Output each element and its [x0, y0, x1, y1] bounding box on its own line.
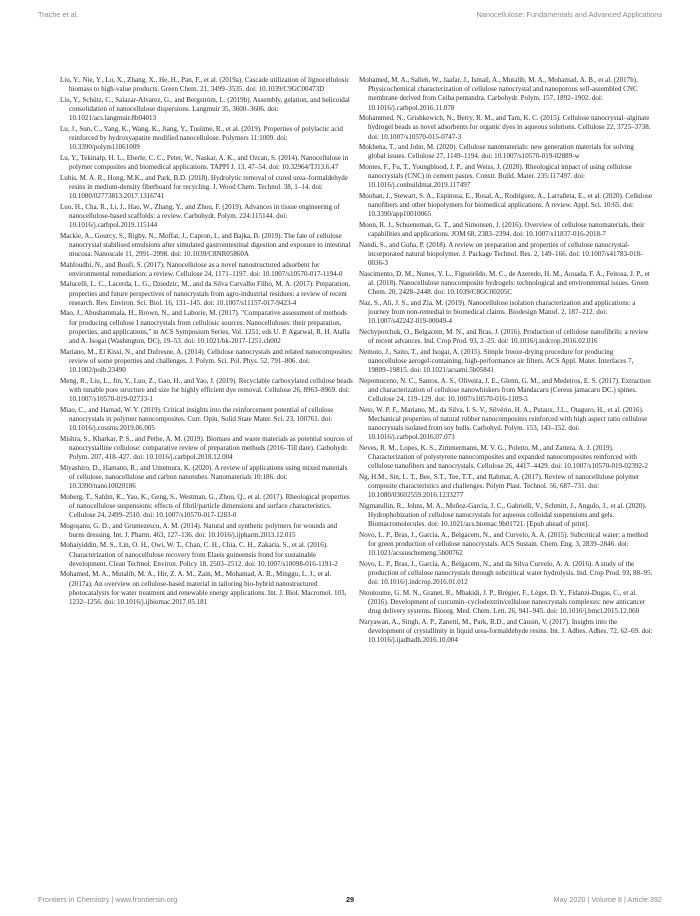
running-header: [38, 10, 662, 22]
page-number: 29: [345, 895, 355, 904]
reference-entry: Meng, R., Liu, L., Jin, Y., Luo, Z., Gao, H., and Yao, J. (2019). Recyclable carboxylated cellulose beads with tunable pore structure and size for highly efficient dye removal. Cellulose 26, 8963–8969. doi: 10.1007/s10570-019-02733-1: [60, 376, 353, 403]
reference-entry: Liu, Y., Schütz, C., Salazar-Alvarez, G., and Bergström, L. (2019b). Assembly, gelation, and helicoidal consolidation of nanocellulose dispersions. Langmuir 35, 3600–3606. doi: 10.1021/acs.langmuir.8b04013: [60, 95, 350, 123]
reference-entry: Neves, R. M., Lopes, K. S., Zimmermann, M. V. G., Poletto, M., and Zattera, A. J. (2019). Characterization of polystyrene nanocomposites and expanded nanocomposites reinforced with cellulose nanofibers and nanocrystals. Cellulose 26, 4417–4429. doi: 10.1007/s10570-019-02392-2: [359, 443, 648, 471]
reference-entry: Neto, W. P. F., Mariano, M., da Silva, I. S. V., Silvério, H. A., Putaux, J.L., Otaguro, H., et al. (2016). Mechanical properties of natural rubber nanocomposites reinforced with high aspect ratio cellulose nanocrystals isolated from soy hulls. Carbohyd. Polym. 153, 143–152. doi: 10.1016/j.carbpol.2016.07.073: [359, 405, 648, 442]
references-right-column: [359, 76, 653, 647]
reference-entry: Ng, H.M., Sin, L. T., Bee, S.T., Tee, T.T., and Rahmat, A. (2017). Review of nanocellulose polymer composite characteristics and challenges. Polym Plast. Technol. 56, 687–731. doi: 10.1080/03602559.2016.1233277: [359, 472, 640, 500]
reference-entry: Moon, R. J., Schueneman, G. T., and Simonsen, J. (2016). Overview of cellulose nanomaterials, their capabilities and applications. JOM 68, 2383–2394. doi: 10.1007/s11837-016-2018-7: [359, 221, 645, 239]
reference-entry: Nechyporchuk, O., Belgacem, M. N., and Bras, J. (2016). Production of cellulose nanofibrils: a review of recent advances. Ind. Crop Prod. 93, 2–25. doi: 10.1016/j.indcrop.2016.02.016: [359, 327, 649, 345]
reference-entry: Montes, F., Fu, T., Youngblood, J. P., and Weiss, J. (2020). Rheological impact of using cellulose nanocrystals (CNC) in cement pastes. Constr. Build. Mater. 235:117497. doi: 10.1016/j.conbuildmat.2019.117497: [359, 163, 632, 190]
reference-entry: Mohamed, M. A., Mutalib, M. A., Hir, Z. A. M., Zain, M., Mohamad, A. B., Minggu, L. J., et al. (2017a). An overview on cellulose-based material in tailoring bio-hybrid nanostructured photocatalysts for water treatment and renewable energy applications. Int. J. Biol. Macromol. 103, 1232–1256. doi: 10.1016/j.ijbiomac.2017.05.181: [60, 570, 347, 606]
footer-volume-info: May 2020 | Volume 8 | Article 392: [553, 895, 662, 904]
reference-entry: Miyashiro, D., Hamano, R., and Umemura, K. (2020). A review of applications using mixed materials of cellulose, nanocellulose and carbon nanotubes. Nanomaterials 10:186. doi: 10.3390/nano10020186: [60, 463, 348, 490]
reference-entry: Liu, Y., Nie, Y., Lu, X., Zhang, X., He, H., Pan, F., et al. (2019a). Cascade utilization of lignocellulosic biomass to high-value products. Green Chem. 21, 3499–3535. doi: 10.1039/C9GC00473D: [60, 76, 350, 94]
reference-entry: Mokhena, T., and John, M. (2020). Cellulose nanomaterials: new generation materials for solving global issues. Cellulose 27, 1149–1194. doi: 10.1007/s10570-019-02889-w: [359, 143, 634, 161]
footer-journal-link[interactable]: Frontiers in Chemistry | www.frontiersin.org: [38, 895, 178, 904]
reference-entry: Nepomuceno, N. C., Santos, A. S., Oliveira, J. E., Glenn, G. M., and Medeiros, E. S. (2017). Extraction and characterization of cellulose nanowhiskers from Mandacaru (Cereus jamacaru DC.) spines. Cellulose 24, 119–129. doi: 10.1007/s10570-016-1109-5: [359, 376, 651, 403]
reference-entry: Nandi, S., and Guha, P. (2018). A review on preparation and properties of cellulose nanocrystal-incorporated natural biopolymer. J. Package Technol. Res. 2, 149–166. doi: 10.1007/s41783-018-0036-3: [359, 240, 643, 268]
reference-entry: Moohan, J., Stewart, S. A., Espinosa, E., Rosal, A., Rodríguez, A., Larrañeta, E., et al. (2020). Cellulose nanofibers and other biopolymers for biomedical applications. A review. Appl. Sci. 10:65. doi: 10.3390/app10010065: [359, 192, 652, 219]
reference-entry: Nuryawan, A., Singh, A. P., Zanetti, M., Park, B.D., and Causin, V. (2017). Insights into the development of crystallinity in liquid urea-formaldehyde resins. Int. J. Adhes. Adhes. 72, 62–69. doi: 10.1016/j.ijadhadh.2016.10.004: [359, 617, 653, 645]
reference-entry: Lubis, M. A. R., Hong, M.K., and Park, B.D. (2018). Hydrolytic removal of cured urea–formaldehyde resins in medium-density fiberboard for recycling. J. Wood Chem. Technol. 38, 1–14. doi: 10.1080/02773813.2017.1316741: [60, 173, 348, 200]
reference-entry: Nascimento, D. M., Nunes, Y. L., Figueirêdo, M. C., de Azeredo, H. M., Aouada, F. A., Feitosa, J. P., et al. (2018). Nanocellulose nanocomposite hydrogels: technological and environmental issues. Green Chem. 20, 2428–2448. doi: 10.1039/C8GC00205C: [359, 269, 650, 297]
reference-entry: Naz, S., Ali, J. S., and Zia, M. (2019). Nanocellulose isolation characterization and applications: a journey from non-remedial to biomedical claims. Biodesign Manuf. 2, 187–212. doi: 10.1007/s42242-019-00049-4: [359, 298, 636, 326]
reference-entry: Mohaiyiddin, M. S., Lin, O. H., Owi, W. T., Chan, C. H., Chia, C. H., Zakaria, S., et al. (2016). Characterization of nanocellulose recovery from Elaeis guineensis frond for sustainable development. Clean Technol. Environ. Policy 18, 2503–2512. doi: 10.1007/s10098-016-1191-2: [60, 541, 338, 568]
reference-entry: Mishra, S., Kharkar, P. S., and Pethe, A. M. (2019). Biomass and waste materials as potential sources of nanocrystalline cellulose: comparative review of preparation methods (2016–Till date). Carbohydr. Polym. 207, 418–427. doi: 10.1016/j.carbpol.2018.12.004: [60, 434, 353, 461]
reference-entry: Lu, J., Sun, C., Yang, K., Wang, K., Jiang, Y., Tusiime, R., et al. (2019). Properties of polylactic acid reinforced by hydroxyapatite modified nanocellulose. Polymers 11:1009. doi: 10.3390/polym11061009: [60, 124, 343, 152]
header-title: Nanocellulose: Fundamentals and Advanced Applications: [476, 10, 662, 19]
reference-entry: Malucelli, L. C., Lacerda, L. G., Dziedzic, M., and da Silva Carvalho Filho, M. A. (2017). Preparation, properties and future perspectives of nanocrystals from agro-industrial residues: a review of recent research. Rev. Environ. Sci. Biol. 16, 131–145. doi: 10.1007/s11157-017-9423-4: [60, 280, 351, 307]
reference-entry: Novo, L. P., Bras, J., García, A., Belgacem, N., and Curvelo, A. A. (2015). Subcritical water: a method for green production of cellulose nanocrystals. ACS Sustain. Chem. Eng. 3, 2839–2846. doi: 10.1021/acssuschemeng.5b00762: [359, 530, 648, 558]
reference-entry: Moberg, T., Sahlin, K., Yao, K., Geng, S., Westman, G., Zhou, Q., et al. (2017). Rheological properties of nanocellulose suspensions: effects of fibril/particle dimensions and surface characteristics. Cellulose 24, 2499–2510. doi: 10.1007/s10570-017-1283-0: [60, 492, 350, 519]
references-left-column: [60, 76, 354, 609]
reference-entry: Mahfoudhi, N., and Boufi, S. (2017). Nanocellulose as a novel nanostructured adsorbent for environmental remediation: a review. Cellulose 24, 1171–1197. doi: 10.1007/s10570-017-1194-0: [60, 260, 343, 278]
reference-entry: Mackie, A., Gourcy, S., Rigby, N., Moffat, J., Capron, I., and Bajka, B. (2019). The fate of cellulose nanocrystal stabilised emulsions after simulated gastrointestinal digestion and exposure to intestinal mucosa. Nanoscale 11, 2991–2998. doi: 10.1039/C8NR05860A: [60, 231, 351, 258]
reference-entry: Nigmatullin, R., Johns, M. A., Muñoz-García, J. C., Gabrielli, V., Schmitt, J., Angulo, J., et al. (2020). Hydrophobization of cellulose nanocrystals for aqueous colloidal suspensions and gels. Biomacromolecules. doi: 10.1021/acs.biomac.9b01721. [Epub ahead of print].: [359, 501, 647, 529]
reference-entry: Mohammed, N., Grishkewich, N., Berry, R. M., and Tam, K. C. (2015). Cellulose nanocrystal–alginate hydrogel beads as novel adsorbents for organic dyes in aqueous solutions. Cellulose 22, 3725–3738. doi: 10.1007/s10570-015-0747-3: [359, 114, 651, 141]
reference-entry: Luo, H., Cha, R., Li, J., Hao, W., Zhang, Y., and Zhou, F. (2019). Advances in tissue engineering of nanocellulose-based scaffolds: a review. Carbohydr. Polym. 224:115144. doi: 10.1016/j.carbpol.2019.115144: [60, 202, 340, 229]
reference-entry: Ntoutoume, G. M. N., Granet, R., Mbakidi, J. P., Brégier, F., Léger, D. Y., Fidanzi-Dugas, C., et al. (2016). Development of curcumin–cyclodextrin/cellulose nanocrystals complexes: new anticancer drug delivery systems. Bioorg. Med. Chem. Lett. 26, 941–945. doi: 10.1016/j.bmcl.2015.12.060: [359, 588, 646, 616]
reference-entry: Novo, L. P., Bras, J., García, A., Belgacem, N., and da Silva Curvelo, A. A. (2016). A study of the production of cellulose nanocrystals through subcritical water hydrolysis. Ind. Crop Prod. 93, 88–95. doi: 10.1016/j.indcrop.2016.01.012: [359, 559, 653, 587]
reference-entry: Lu, Y., Tekinalp, H. L., Eberle, C. C., Peter, W., Naskar, A. K., and Ozcan, S. (2014). Nanocellulose in polymer composites and biomedical applications. TAPPI J. 13, 47–54. doi: 10.32964/TJ13.6.47: [60, 153, 349, 171]
reference-entry: Mohamed, M. A., Salleh, W., Jaafar, J., Ismail, A., Mutalib, M. A., Mohamad, A. B., et al. (2017b). Physicochemical characterization of cellulose nanocrystal and nanoporous self-assembled CNC membrane derived from Ceiba pentandra. Carbohydr. Polym. 157, 1892–1902. doi: 10.1016/j.carbpol.2016.11.078: [359, 76, 638, 112]
reference-entry: Mogoşanu, G. D., and Grumezescu, A. M. (2014). Natural and synthetic polymers for wounds and burns dressing. Int. J. Pharm. 463, 127–136. doi: 10.1016/j.ijpharm.2013.12.015: [60, 521, 338, 539]
reference-entry: Nemoto, J., Saito, T., and Isogai, A. (2015). Simple freeze-drying procedure for producing nanocellulose aerogel-containing, high-performance air filters. ACS Appl. Mater. Interfaces 7, 19809–19815. doi: 10.1021/acsami.5b05841: [359, 347, 634, 374]
reference-entry: Mao, J., Abushammala, H., Brown, N., and Laborie, M. (2017). "Comparative assessment of methods for producing cellulose I nanocrystals from cellulosic sources. Nanocelluloses: their preparation, properties, and applications," in ACS Symposium Series, Vol. 1251, eds U. P. Agarwal, R. H. Atalla and A. Isogai (Washington, DC), 19–53. doi: 10.1021/bk-2017-1251.ch002: [60, 309, 350, 345]
reference-entry: Miao, C., and Hamad, W. Y. (2019). Critical insights into the reinforcement potential of cellulose nanocrystals in polymer nanocomposites. Curr. Opin. Solid State Mater. Sci. 23, 100761. doi: 10.1016/j.cossms.2019.06.005: [60, 405, 334, 432]
page-footer: [38, 895, 662, 909]
reference-entry: Mariano, M., El Kissi, N., and Dufresne, A. (2014). Cellulose nanocrystals and related nanocomposites: review of some properties and challenges. J. Polym. Sci. Pol. Phys. 52, 791–806. doi: 10.1002/polb.23490: [60, 347, 353, 374]
header-authors: Trache et al.: [38, 10, 79, 19]
